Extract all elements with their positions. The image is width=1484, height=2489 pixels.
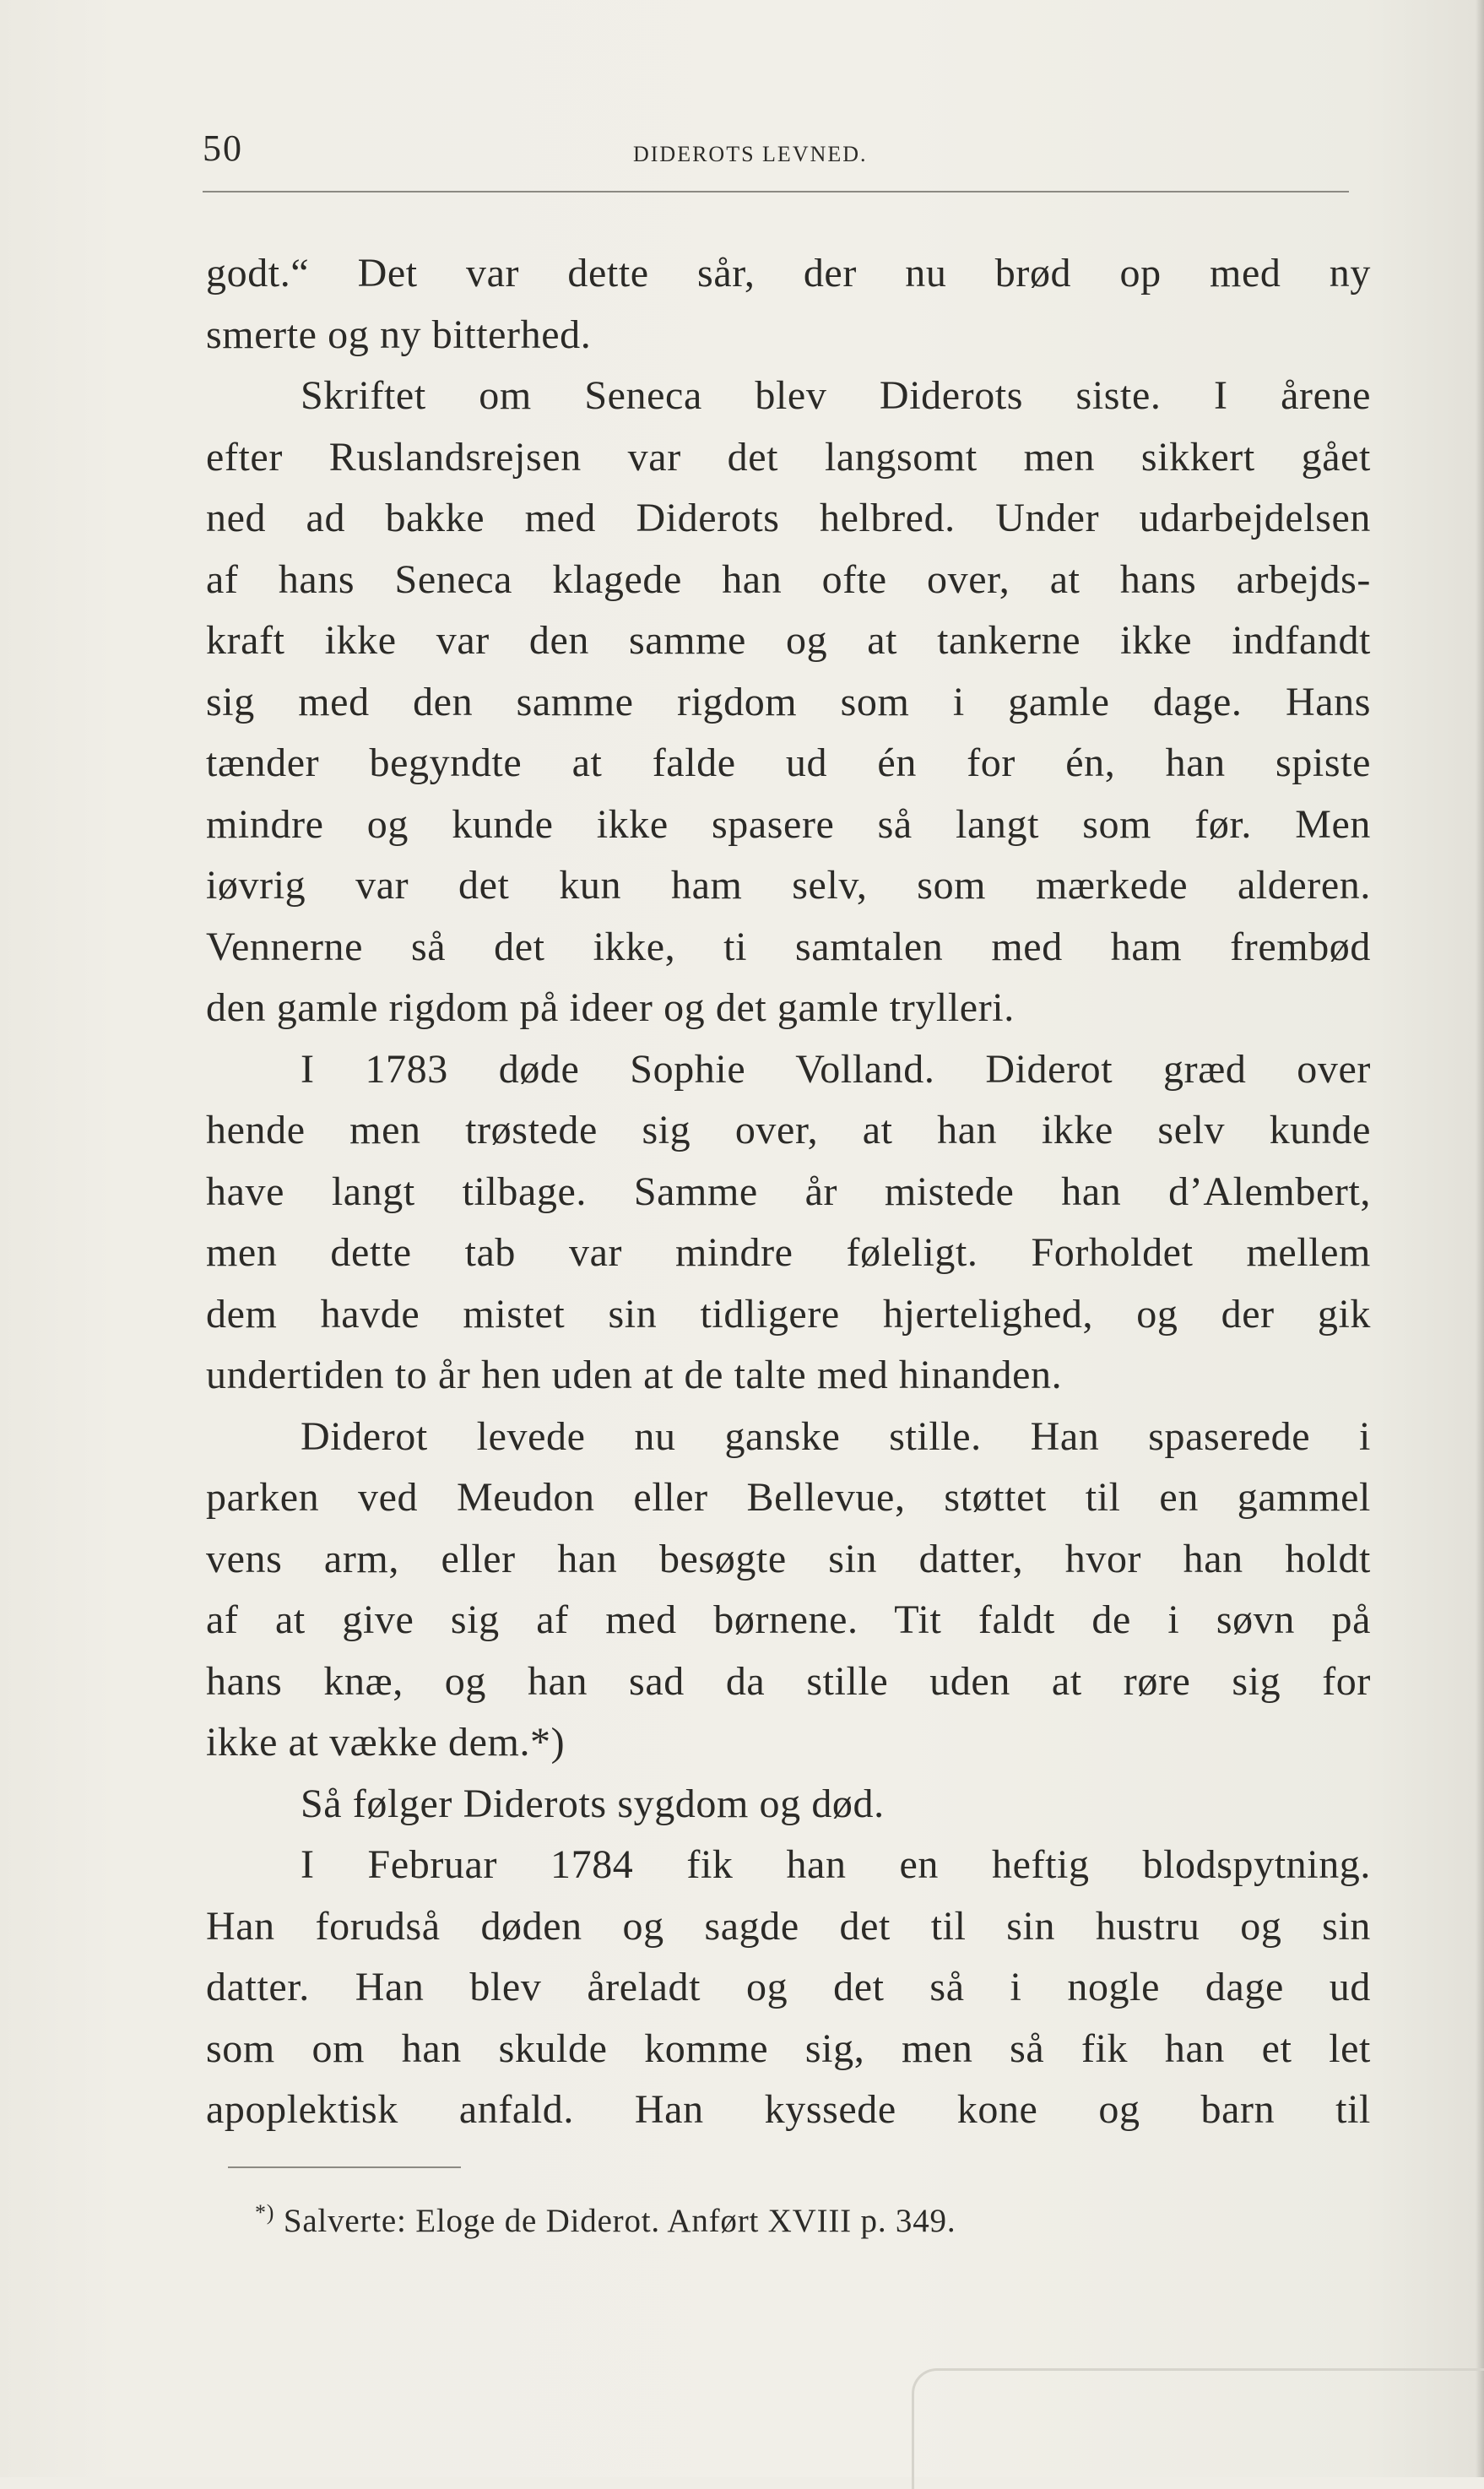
body-text <box>206 243 1371 2141</box>
text-line: af at give sig af med børnene. Tit faldt de i søvn på <box>206 1597 1371 1642</box>
text-line: Så følger Diderots sygdom og død. <box>301 1781 885 1826</box>
text-line: I 1783 døde Sophie Volland. Diderot græd over <box>301 1046 1371 1092</box>
text-line: den gamle rigdom på ideer og det gamle trylleri. <box>206 985 1015 1030</box>
text-line: dem havde mistet sin tidligere hjertelighed, og der gik <box>206 1291 1371 1337</box>
text-line: vens arm, eller han besøgte sin datter, hvor han holdt <box>206 1536 1371 1581</box>
text-line: hende men trøstede sig over, at han ikke selv kunde <box>206 1108 1371 1152</box>
text-line: sig med den samme rigdom som i gamle dage. Hans <box>206 679 1371 724</box>
footnote-marker: *) <box>255 2200 275 2225</box>
footnote-text: Salverte: Eloge de Diderot. Anført XVIII p. 349. <box>283 2203 956 2239</box>
header-rule <box>203 191 1349 193</box>
text-line: Diderot levede nu ganske stille. Han spaserede i <box>301 1413 1371 1459</box>
text-line: mindre og kunde ikke spasere så langt som før. Men <box>206 801 1371 847</box>
text-line: hans knæ, og han sad da stille uden at røre sig for <box>206 1658 1371 1704</box>
page-number: 50 <box>203 127 243 169</box>
text-line: I Februar 1784 fik han en heftig blodspytning. <box>301 1842 1371 1887</box>
text-line: parken ved Meudon eller Bellevue, støttet til en gammel <box>206 1475 1371 1520</box>
text-line: godt.“ Det var dette sår, der nu brød op med ny <box>206 251 1371 296</box>
text-line: Skriftet om Seneca blev Diderots siste. I årene <box>301 373 1371 418</box>
footnote <box>255 2200 956 2240</box>
page-corner-fold <box>912 2368 1484 2489</box>
text-line: som om han skulde komme sig, men så fik han et let <box>206 2025 1371 2071</box>
text-line: smerte og ny bitterhed. <box>206 312 592 357</box>
text-line: datter. Han blev åreladt og det så i nogle dage ud <box>206 1965 1371 2009</box>
text-line: ikke at vække dem.*) <box>206 1720 566 1765</box>
page-header <box>203 127 1351 177</box>
text-line: af hans Seneca klagede han ofte over, at hans arbejds- <box>206 556 1371 602</box>
text-line: Han forudså døden og sagde det til sin hustru og sin <box>206 1903 1371 1949</box>
text-line: efter Ruslandsrejsen var det langsomt men sikkert gået <box>206 434 1371 480</box>
text-line: ned ad bakke med Diderots helbred. Under udarbejdelsen <box>206 496 1371 540</box>
text-line: have langt tilbage. Samme år mistede han d’Alembert, <box>206 1169 1371 1214</box>
text-line: iøvrig var det kun ham selv, som mærkede alderen. <box>206 863 1371 908</box>
text-line: undertiden to år hen uden at de talte med hinanden. <box>206 1353 1063 1397</box>
page-edge-shadow <box>1476 0 1484 2477</box>
text-line: tænder begyndte at falde ud én for én, han spiste <box>206 740 1371 785</box>
running-title: DIDEROTS LEVNED. <box>633 142 868 166</box>
text-line: Vennerne så det ikke, ti samtalen med ham frembød <box>206 924 1371 969</box>
text-line: kraft ikke var den samme og at tankerne ikke indfandt <box>206 618 1371 663</box>
footnote-rule <box>228 2166 461 2168</box>
text-line: men dette tab var mindre føleligt. Forholdet mellem <box>206 1230 1371 1275</box>
text-line: apoplektisk anfald. Han kyssede kone og barn til <box>206 2087 1371 2132</box>
